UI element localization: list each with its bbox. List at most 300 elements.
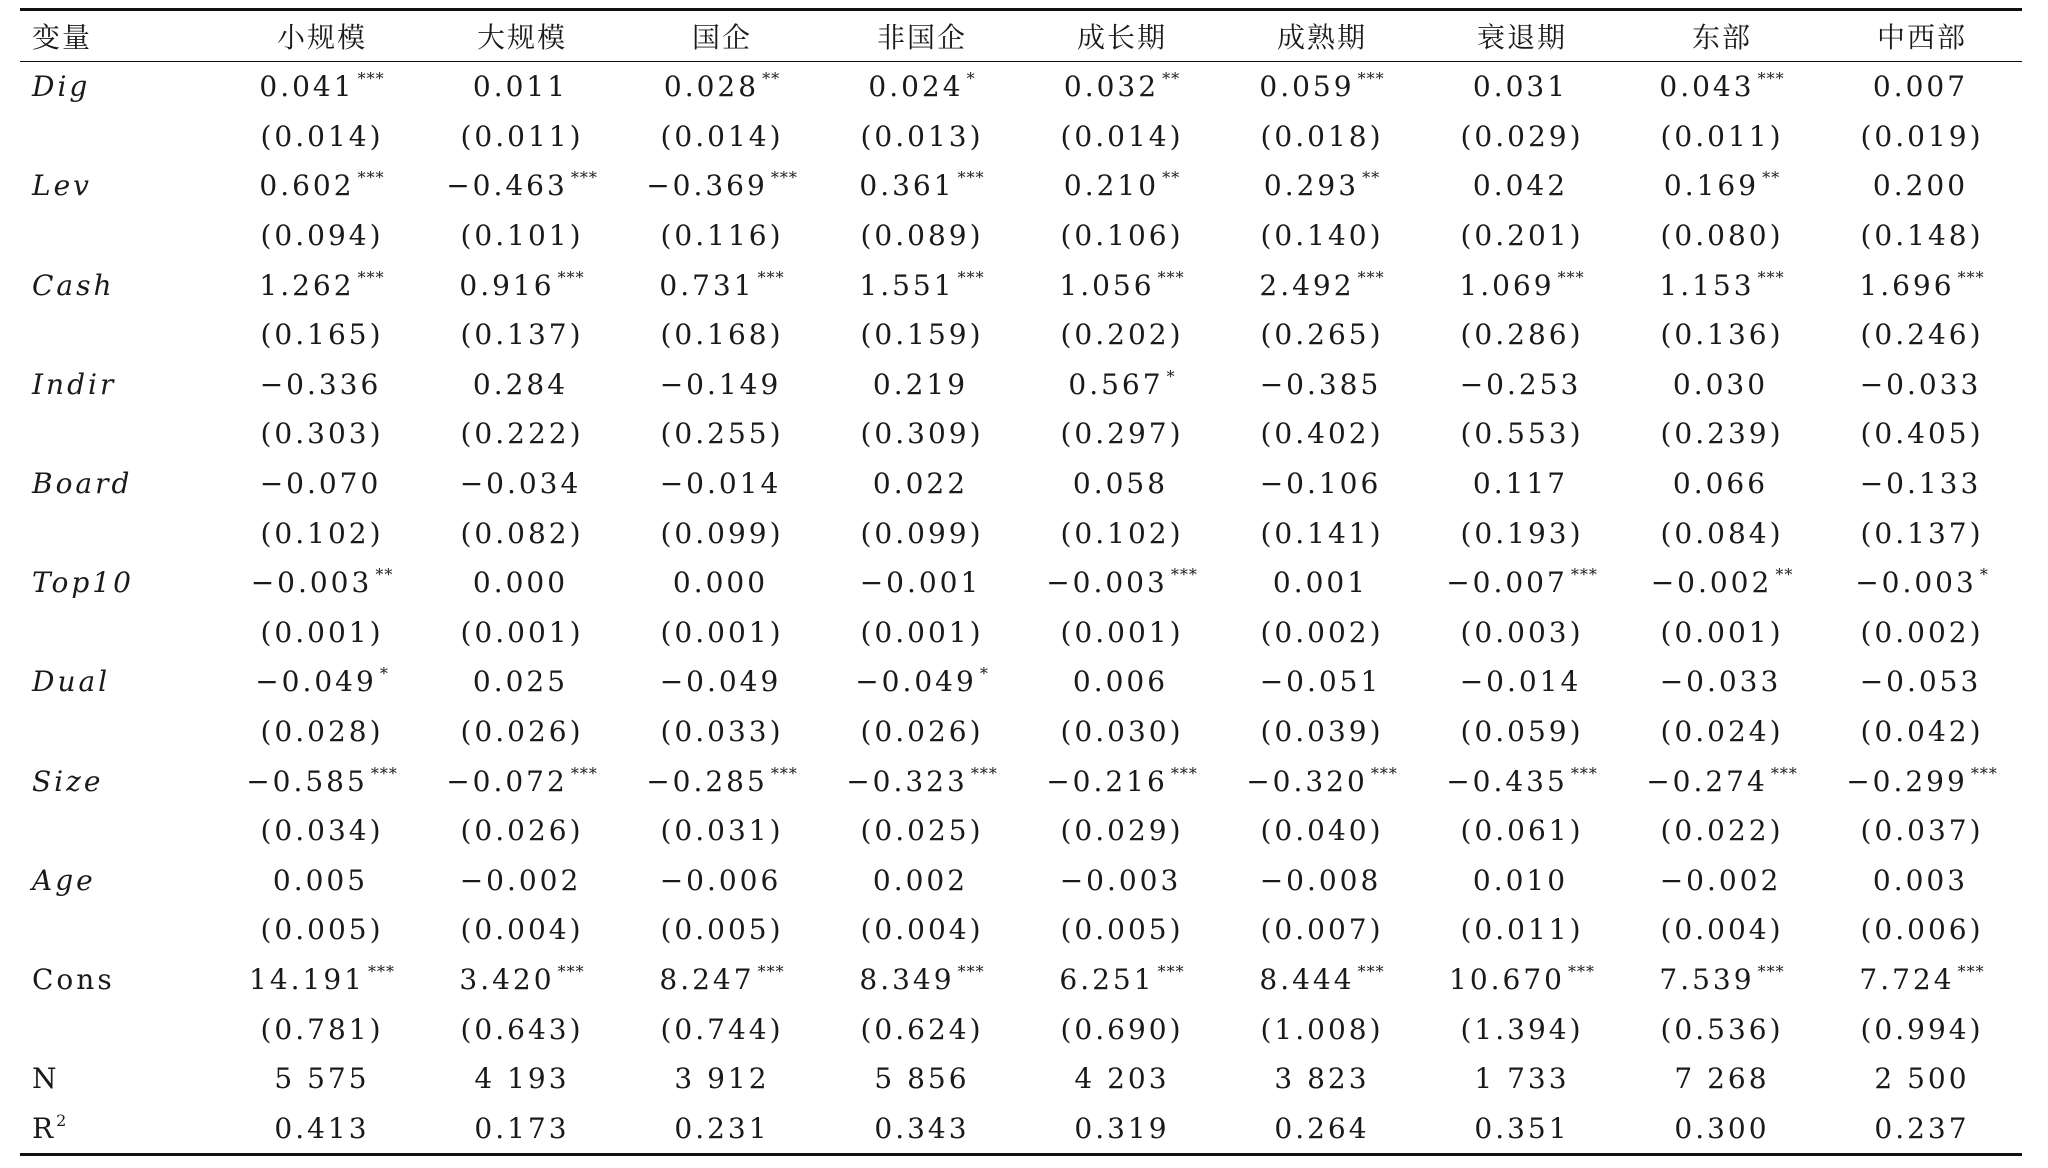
variable-label-blank	[20, 508, 222, 558]
coef-cell-lev-soe	[622, 161, 822, 211]
se-row-cons	[20, 1004, 2022, 1054]
se-cell-age-soe: (0.005)	[660, 913, 784, 947]
variable-label-blank	[20, 905, 222, 955]
variable-label-blank	[20, 707, 222, 757]
variable-label-size: Size	[32, 764, 104, 798]
coef-value: 8.247	[659, 962, 755, 996]
coef-cell-lev-midwest	[1822, 161, 2022, 211]
coef-value: −0.336	[259, 367, 382, 401]
coef-value: −0.014	[1459, 665, 1582, 699]
coef-value: −0.053	[1859, 665, 1982, 699]
se-cell-cons-soe: (0.744)	[660, 1012, 784, 1046]
se-cell-dig-non-soe: (0.013)	[860, 119, 984, 153]
coef-row-age	[20, 856, 2022, 906]
significance-stars: ***	[1770, 763, 1798, 783]
se-cell-board-mature: (0.141)	[1260, 516, 1384, 550]
coef-cell-top10-large-scale	[422, 558, 622, 608]
coef-value: 0.117	[1472, 467, 1569, 501]
n-cell-non-soe: 5 856	[874, 1062, 970, 1096]
header-growth: 成长期	[1076, 21, 1167, 54]
coef-cell-board-non-soe	[822, 459, 1022, 509]
se-cell-lev-small-scale: (0.094)	[260, 219, 384, 253]
significance-stars: ***	[1157, 267, 1185, 287]
significance-stars: *	[379, 664, 389, 684]
coef-cell-dig-decline	[1422, 62, 1622, 112]
se-row-cash	[20, 310, 2022, 360]
r2-cell-large-scale: 0.173	[474, 1111, 570, 1145]
coef-value: 0.293	[1263, 169, 1360, 203]
significance-stars: **	[1762, 168, 1781, 188]
coef-value: 0.003	[1872, 863, 1969, 897]
se-cell-size-non-soe: (0.025)	[860, 814, 984, 848]
coef-cell-board-soe	[622, 459, 822, 509]
se-cell-board-non-soe: (0.099)	[860, 516, 984, 550]
se-cell-cash-non-soe: (0.159)	[860, 318, 984, 352]
variable-label-blank	[20, 608, 222, 658]
coef-cell-cons-midwest	[1822, 955, 2022, 1005]
coef-value: 1.153	[1659, 268, 1755, 302]
coef-value: 0.043	[1659, 70, 1755, 104]
se-cell-indir-mature: (0.402)	[1260, 417, 1384, 451]
coef-cell-dual-small-scale	[222, 657, 422, 707]
se-cell-board-east: (0.084)	[1660, 516, 1784, 550]
coef-value: −0.323	[846, 764, 968, 798]
variable-label-blank	[20, 112, 222, 162]
coef-cell-cons-east	[1622, 955, 1822, 1005]
significance-stars: ***	[1957, 267, 1985, 287]
se-cell-size-large-scale: (0.026)	[460, 814, 584, 848]
coef-row-cash	[20, 260, 2022, 310]
coef-cell-lev-large-scale	[422, 161, 622, 211]
coef-value: 0.361	[859, 169, 955, 203]
coef-cell-cash-decline	[1422, 260, 1622, 310]
se-cell-cash-decline: (0.286)	[1460, 318, 1584, 352]
se-cell-dig-soe: (0.014)	[660, 119, 784, 153]
se-cell-indir-decline: (0.553)	[1460, 417, 1584, 451]
coef-cell-size-east	[1622, 756, 1822, 806]
se-cell-cons-large-scale: (0.643)	[460, 1012, 584, 1046]
se-cell-cash-east: (0.136)	[1660, 318, 1784, 352]
se-cell-top10-decline: (0.003)	[1460, 615, 1584, 649]
coef-value: −0.002	[1659, 863, 1782, 897]
r2-cell-soe: 0.231	[674, 1111, 770, 1145]
se-cell-age-mature: (0.007)	[1260, 913, 1384, 947]
se-cell-dual-soe: (0.033)	[660, 715, 784, 749]
significance-stars: **	[375, 565, 394, 585]
coef-value: −0.033	[1659, 665, 1782, 699]
coef-value: −0.463	[446, 169, 568, 203]
coef-cell-dual-soe	[622, 657, 822, 707]
significance-stars: ***	[557, 961, 585, 981]
coef-row-dig	[20, 62, 2022, 112]
se-cell-age-midwest: (0.006)	[1860, 913, 1984, 947]
variable-label-lev: Lev	[32, 169, 92, 203]
significance-stars: ***	[757, 961, 785, 981]
coef-value: 0.032	[1063, 70, 1160, 104]
coef-value: 0.030	[1672, 367, 1769, 401]
coef-cell-dig-east	[1622, 62, 1822, 112]
coef-value: 8.444	[1259, 962, 1355, 996]
se-cell-age-east: (0.004)	[1660, 913, 1784, 947]
coef-value: 1.056	[1059, 268, 1155, 302]
coef-cell-age-large-scale	[422, 856, 622, 906]
coef-cell-board-mature	[1222, 459, 1422, 509]
r2-cell-midwest: 0.237	[1874, 1111, 1970, 1145]
coef-cell-indir-growth	[1022, 360, 1222, 410]
se-cell-lev-large-scale: (0.101)	[460, 219, 584, 253]
coef-value: 0.000	[672, 566, 769, 600]
coef-cell-cash-mature	[1222, 260, 1422, 310]
coef-cell-dig-growth	[1022, 62, 1222, 112]
significance-stars: *	[1979, 565, 1989, 585]
significance-stars: ***	[757, 267, 785, 287]
se-cell-top10-large-scale: (0.001)	[460, 615, 584, 649]
coef-value: −0.216	[1046, 764, 1168, 798]
n-cell-east: 7 268	[1674, 1062, 1770, 1096]
coef-value: 10.670	[1449, 962, 1565, 996]
r2-label-text: R	[32, 1111, 57, 1145]
variable-label-cash: Cash	[32, 268, 115, 302]
header-decline: 衰退期	[1476, 21, 1567, 54]
se-cell-age-non-soe: (0.004)	[860, 913, 984, 947]
significance-stars: ***	[1357, 961, 1385, 981]
coef-cell-cash-non-soe	[822, 260, 1022, 310]
coef-cell-indir-soe	[622, 360, 822, 410]
se-cell-indir-midwest: (0.405)	[1860, 417, 1984, 451]
coef-cell-dual-decline	[1422, 657, 1622, 707]
se-cell-size-mature: (0.040)	[1260, 814, 1384, 848]
se-cell-cons-mature: (1.008)	[1260, 1012, 1384, 1046]
coef-row-top10	[20, 558, 2022, 608]
se-cell-age-small-scale: (0.005)	[260, 913, 384, 947]
se-cell-indir-small-scale: (0.303)	[260, 417, 384, 451]
coef-value: −0.299	[1846, 764, 1968, 798]
se-cell-dig-growth: (0.014)	[1060, 119, 1184, 153]
se-cell-cons-midwest: (0.994)	[1860, 1012, 1984, 1046]
coef-value: −0.320	[1246, 764, 1368, 798]
coef-value: 0.200	[1872, 169, 1969, 203]
coef-cell-top10-mature	[1222, 558, 1422, 608]
coef-value: 3.420	[459, 962, 555, 996]
coef-value: 1.069	[1459, 268, 1555, 302]
se-cell-dig-decline: (0.029)	[1460, 119, 1584, 153]
variable-label-board: Board	[32, 467, 133, 501]
coef-cell-board-east	[1622, 459, 1822, 509]
coef-cell-lev-growth	[1022, 161, 1222, 211]
coef-value: 7.539	[1659, 962, 1755, 996]
variable-label-blank	[20, 409, 222, 459]
se-cell-top10-soe: (0.001)	[660, 615, 784, 649]
coef-cell-top10-decline	[1422, 558, 1622, 608]
se-cell-top10-east: (0.001)	[1660, 615, 1784, 649]
coef-value: 0.011	[472, 70, 569, 104]
se-cell-top10-small-scale: (0.001)	[260, 615, 384, 649]
coef-value: −0.070	[259, 467, 382, 501]
coef-cell-dual-midwest	[1822, 657, 2022, 707]
se-cell-lev-east: (0.080)	[1660, 219, 1784, 253]
coef-value: 0.059	[1259, 70, 1355, 104]
coef-cell-dig-small-scale	[222, 62, 422, 112]
se-cell-cash-midwest: (0.246)	[1860, 318, 1984, 352]
header-mature: 成熟期	[1276, 21, 1367, 54]
se-cell-cash-large-scale: (0.137)	[460, 318, 584, 352]
coef-cell-top10-soe	[622, 558, 822, 608]
se-cell-age-decline: (0.011)	[1460, 913, 1584, 947]
significance-stars: ***	[570, 168, 598, 188]
coef-cell-lev-east	[1622, 161, 1822, 211]
significance-stars: **	[1162, 69, 1181, 89]
coef-value: −0.002	[459, 863, 582, 897]
coef-value: 0.031	[1472, 70, 1569, 104]
se-cell-indir-east: (0.239)	[1660, 417, 1784, 451]
coef-cell-cons-large-scale	[422, 955, 622, 1005]
coef-value: 0.219	[872, 367, 969, 401]
se-cell-board-midwest: (0.137)	[1860, 516, 1984, 550]
significance-stars: ***	[357, 69, 385, 89]
coef-cell-size-midwest	[1822, 756, 2022, 806]
coef-value: 0.002	[872, 863, 969, 897]
coef-cell-cash-growth	[1022, 260, 1222, 310]
coef-cell-lev-mature	[1222, 161, 1422, 211]
se-cell-dig-east: (0.011)	[1660, 119, 1784, 153]
header-midwest: 中西部	[1876, 21, 1967, 54]
header-non-soe: 非国企	[876, 21, 967, 54]
coef-value: 0.010	[1472, 863, 1569, 897]
r2-label	[20, 1103, 222, 1154]
n-cell-decline: 1 733	[1474, 1062, 1570, 1096]
coef-cell-top10-growth	[1022, 558, 1222, 608]
se-row-size	[20, 806, 2022, 856]
coef-row-indir	[20, 360, 2022, 410]
significance-stars: *	[966, 69, 976, 89]
regression-table-container	[20, 8, 2022, 1156]
coef-value: −0.049	[855, 665, 977, 699]
coef-cell-top10-non-soe	[822, 558, 1022, 608]
se-cell-lev-non-soe: (0.089)	[860, 219, 984, 253]
r2-row	[20, 1103, 2022, 1154]
coef-value: 0.602	[259, 169, 355, 203]
coef-cell-size-non-soe	[822, 756, 1022, 806]
se-cell-size-decline: (0.061)	[1460, 814, 1584, 848]
n-label: N	[32, 1062, 60, 1096]
se-cell-dual-growth: (0.030)	[1060, 715, 1184, 749]
coef-cell-cash-large-scale	[422, 260, 622, 310]
coef-value: −0.072	[446, 764, 568, 798]
coef-cell-age-growth	[1022, 856, 1222, 906]
significance-stars: ***	[1170, 763, 1198, 783]
r2-cell-growth: 0.319	[1074, 1111, 1170, 1145]
coef-value: 0.284	[472, 367, 569, 401]
n-cell-mature: 3 823	[1274, 1062, 1370, 1096]
coef-value: 0.169	[1663, 169, 1760, 203]
coef-value: 1.551	[859, 268, 955, 302]
se-cell-dual-small-scale: (0.028)	[260, 715, 384, 749]
variable-label-blank	[20, 806, 222, 856]
se-cell-board-soe: (0.099)	[660, 516, 784, 550]
coef-value: 0.001	[1272, 566, 1369, 600]
se-cell-cash-growth: (0.202)	[1060, 318, 1184, 352]
significance-stars: ***	[1557, 267, 1585, 287]
coef-cell-indir-non-soe	[822, 360, 1022, 410]
coef-cell-board-decline	[1422, 459, 1622, 509]
coef-value: −0.033	[1859, 367, 1982, 401]
significance-stars: ***	[957, 961, 985, 981]
significance-stars: **	[1362, 168, 1381, 188]
variable-label-cons: Cons	[32, 962, 115, 996]
coef-value: 7.724	[1859, 962, 1955, 996]
coef-value: 14.191	[249, 962, 365, 996]
coef-value: 0.006	[1072, 665, 1169, 699]
variable-label-dig: Dig	[32, 70, 91, 104]
coef-row-size	[20, 756, 2022, 806]
se-cell-lev-decline: (0.201)	[1460, 219, 1584, 253]
coef-cell-age-decline	[1422, 856, 1622, 906]
coef-value: 0.000	[472, 566, 569, 600]
coef-value: 0.567	[1068, 367, 1164, 401]
se-cell-lev-growth: (0.106)	[1060, 219, 1184, 253]
significance-stars: ***	[357, 267, 385, 287]
coef-cell-indir-east	[1622, 360, 1822, 410]
coef-cell-cash-east	[1622, 260, 1822, 310]
coef-value: 0.042	[1472, 169, 1569, 203]
coef-value: 1.262	[259, 268, 355, 302]
coef-cell-cons-non-soe	[822, 955, 1022, 1005]
variable-label-blank	[20, 211, 222, 261]
significance-stars: ***	[1957, 961, 1985, 981]
coef-cell-cons-mature	[1222, 955, 1422, 1005]
se-cell-top10-growth: (0.001)	[1060, 615, 1184, 649]
se-cell-lev-mature: (0.140)	[1260, 219, 1384, 253]
r2-cell-non-soe: 0.343	[874, 1111, 970, 1145]
se-cell-cash-soe: (0.168)	[660, 318, 784, 352]
coef-value: 0.210	[1063, 169, 1160, 203]
coef-value: 0.041	[259, 70, 355, 104]
significance-stars: ***	[1567, 961, 1595, 981]
coef-value: −0.008	[1259, 863, 1382, 897]
se-cell-indir-large-scale: (0.222)	[460, 417, 584, 451]
coef-cell-board-growth	[1022, 459, 1222, 509]
coef-value: −0.049	[255, 665, 377, 699]
se-cell-size-midwest: (0.037)	[1860, 814, 1984, 848]
coef-value: −0.003	[1855, 566, 1977, 600]
significance-stars: ***	[357, 168, 385, 188]
se-cell-cons-small-scale: (0.781)	[260, 1012, 384, 1046]
se-cell-dig-large-scale: (0.011)	[460, 119, 584, 153]
coef-cell-top10-small-scale	[222, 558, 422, 608]
n-cell-growth: 4 203	[1074, 1062, 1170, 1096]
se-row-lev	[20, 211, 2022, 261]
coef-cell-dig-midwest	[1822, 62, 2022, 112]
se-row-age	[20, 905, 2022, 955]
coef-value: −0.149	[659, 367, 782, 401]
coef-cell-cons-soe	[622, 955, 822, 1005]
variable-label-blank	[20, 1004, 222, 1054]
significance-stars: ***	[1970, 763, 1998, 783]
coef-cell-age-mature	[1222, 856, 1422, 906]
se-cell-top10-mature: (0.002)	[1260, 615, 1384, 649]
coef-cell-dig-non-soe	[822, 62, 1022, 112]
se-cell-size-growth: (0.029)	[1060, 814, 1184, 848]
coef-cell-cons-small-scale	[222, 955, 422, 1005]
significance-stars: ***	[1370, 763, 1398, 783]
coef-value: 0.007	[1872, 70, 1969, 104]
se-cell-cons-decline: (1.394)	[1460, 1012, 1584, 1046]
coef-value: −0.253	[1459, 367, 1582, 401]
se-cell-size-small-scale: (0.034)	[260, 814, 384, 848]
se-cell-dual-east: (0.024)	[1660, 715, 1784, 749]
significance-stars: ***	[1757, 69, 1785, 89]
significance-stars: ***	[1570, 763, 1598, 783]
coef-cell-board-midwest	[1822, 459, 2022, 509]
se-cell-lev-midwest: (0.148)	[1860, 219, 1984, 253]
coef-value: −0.133	[1859, 467, 1982, 501]
se-cell-dual-midwest: (0.042)	[1860, 715, 1984, 749]
coef-cell-cash-small-scale	[222, 260, 422, 310]
coef-value: −0.385	[1259, 367, 1382, 401]
coef-cell-dig-large-scale	[422, 62, 622, 112]
coef-value: −0.003	[1059, 863, 1182, 897]
n-row	[20, 1054, 2022, 1104]
variable-label-top10: Top10	[32, 566, 134, 600]
se-row-dual	[20, 707, 2022, 757]
coef-cell-top10-midwest	[1822, 558, 2022, 608]
significance-stars: ***	[1170, 565, 1198, 585]
significance-stars: **	[1162, 168, 1181, 188]
se-cell-cash-small-scale: (0.165)	[260, 318, 384, 352]
coef-value: −0.106	[1259, 467, 1382, 501]
coef-value: −0.369	[646, 169, 768, 203]
coef-value: 0.731	[659, 268, 755, 302]
coef-value: 0.005	[272, 863, 369, 897]
se-cell-cash-mature: (0.265)	[1260, 318, 1384, 352]
coef-value: 2.492	[1259, 268, 1355, 302]
coef-value: −0.003	[1046, 566, 1168, 600]
significance-stars: *	[1166, 366, 1176, 386]
coef-cell-dig-soe	[622, 62, 822, 112]
r2-cell-small-scale: 0.413	[274, 1111, 370, 1145]
regression-table	[20, 8, 2022, 1156]
coef-cell-cons-growth	[1022, 955, 1222, 1005]
header-east: 东部	[1691, 21, 1752, 54]
se-cell-dig-midwest: (0.019)	[1860, 119, 1984, 153]
coef-value: 0.066	[1672, 467, 1769, 501]
se-cell-dual-mature: (0.039)	[1260, 715, 1384, 749]
coef-value: 6.251	[1059, 962, 1155, 996]
coef-cell-lev-small-scale	[222, 161, 422, 211]
coef-cell-dual-non-soe	[822, 657, 1022, 707]
coef-cell-indir-midwest	[1822, 360, 2022, 410]
coef-cell-dual-mature	[1222, 657, 1422, 707]
significance-stars: ***	[1757, 267, 1785, 287]
r2-cell-east: 0.300	[1674, 1111, 1770, 1145]
coef-value: −0.014	[659, 467, 782, 501]
significance-stars: ***	[370, 763, 398, 783]
se-cell-lev-soe: (0.116)	[660, 219, 784, 253]
n-cell-large-scale: 4 193	[474, 1062, 570, 1096]
coef-row-board	[20, 459, 2022, 509]
coef-cell-indir-mature	[1222, 360, 1422, 410]
se-cell-cons-east: (0.536)	[1660, 1012, 1784, 1046]
coef-value: 1.696	[1859, 268, 1955, 302]
coef-cell-age-soe	[622, 856, 822, 906]
coef-cell-age-small-scale	[222, 856, 422, 906]
se-cell-dual-large-scale: (0.026)	[460, 715, 584, 749]
significance-stars: ***	[570, 763, 598, 783]
se-row-board	[20, 508, 2022, 558]
se-cell-indir-soe: (0.255)	[660, 417, 784, 451]
coef-cell-cons-decline	[1422, 955, 1622, 1005]
coef-value: −0.285	[646, 764, 768, 798]
